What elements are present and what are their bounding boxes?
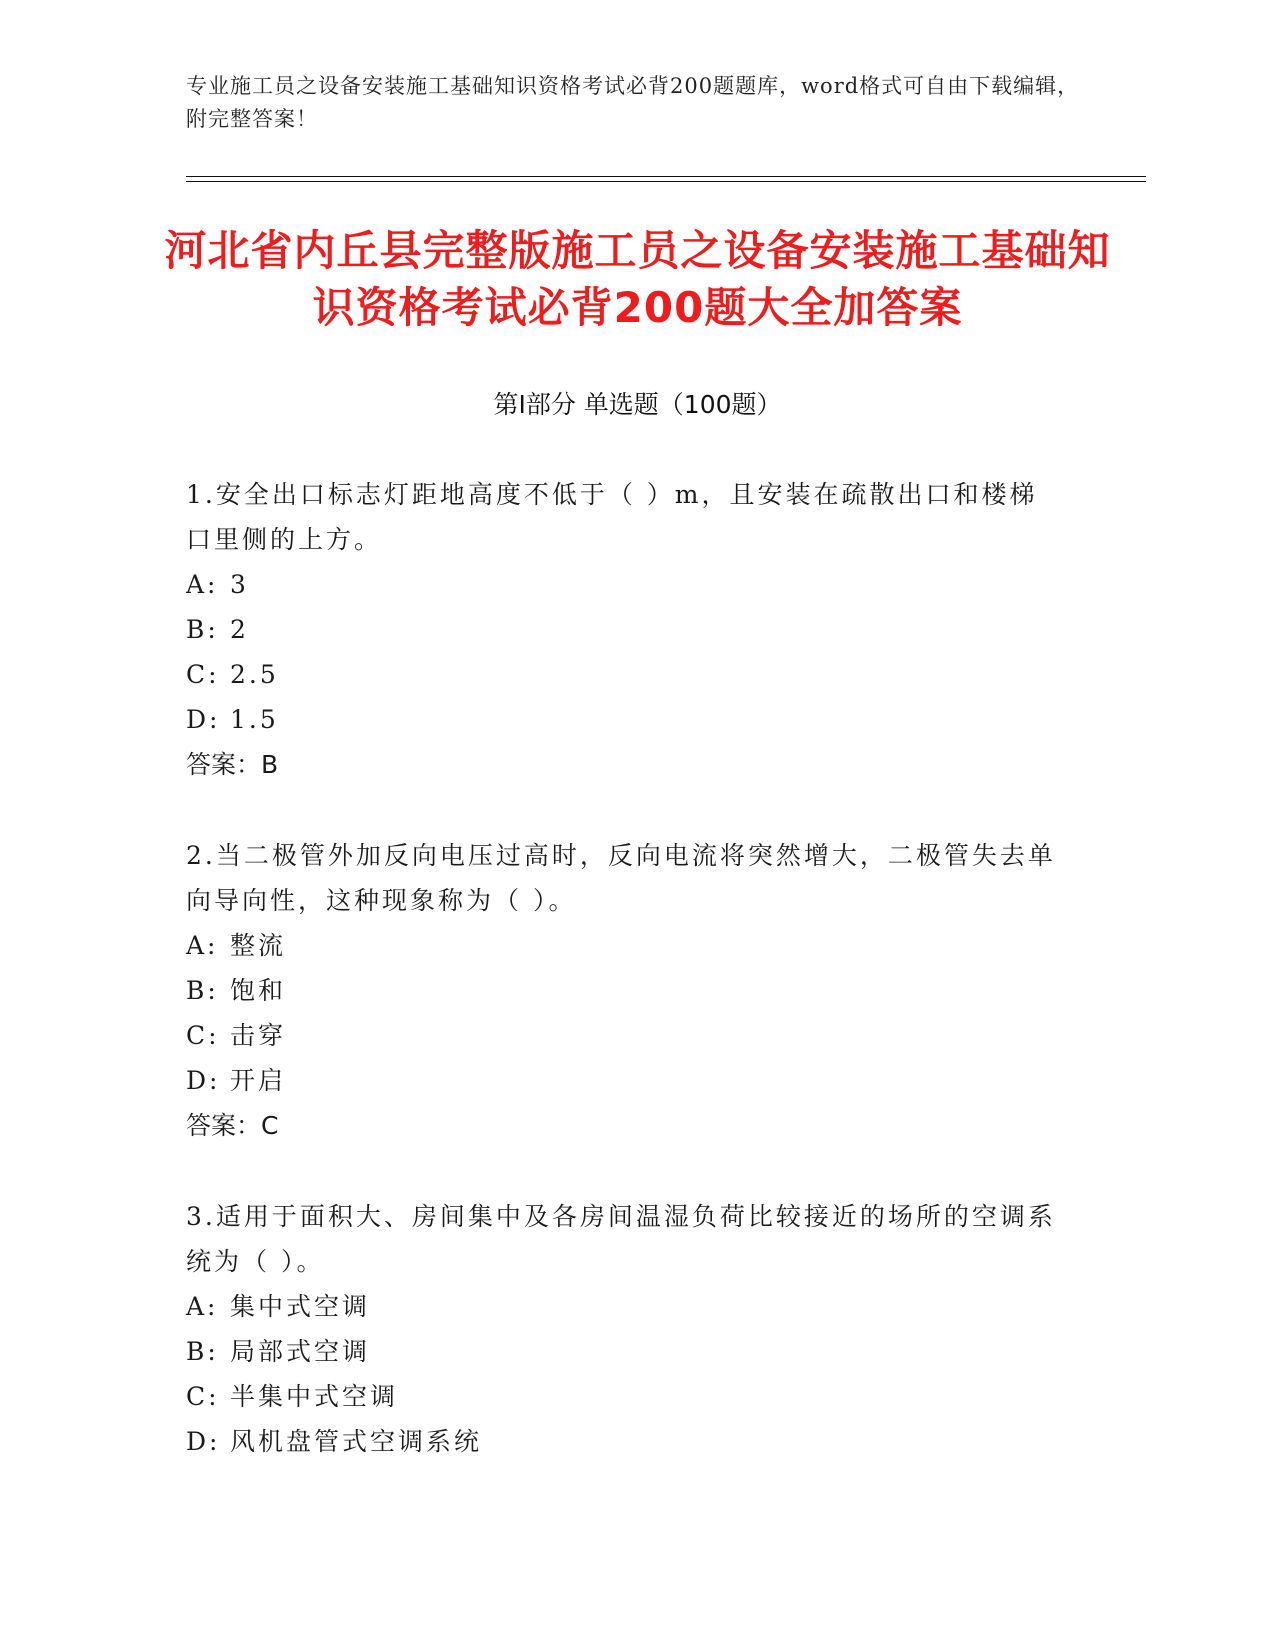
option-a	[186, 923, 1056, 968]
option-text: 2	[230, 615, 249, 644]
option-label: B:	[186, 1337, 219, 1366]
header-divider-bottom	[186, 181, 1146, 182]
option-label: B:	[186, 976, 219, 1005]
option-c	[186, 652, 1056, 697]
option-text: 风机盘管式空调系统	[230, 1427, 483, 1456]
option-text: 开启	[230, 1066, 287, 1095]
question-2	[186, 833, 1056, 1148]
question-list	[186, 472, 1056, 1510]
option-label: C:	[186, 1382, 220, 1411]
option-text: 1.5	[230, 705, 279, 734]
option-c	[186, 1374, 1056, 1419]
option-label: D:	[186, 1066, 221, 1095]
option-text: 饱和	[230, 976, 287, 1005]
option-b	[186, 1329, 1056, 1374]
question-text: 3.适用于面积大、房间集中及各房间温湿负荷比较接近的场所的空调系统为（ ）。	[186, 1202, 1056, 1276]
option-c	[186, 1013, 1056, 1058]
header-note: 专业施工员之设备安装施工基础知识资格考试必背200题题库，word格式可自由下载编辑，附完整答案！	[186, 74, 1080, 131]
option-text: 整流	[230, 931, 287, 960]
option-text: 集中式空调	[230, 1292, 371, 1321]
option-text: 3	[230, 570, 249, 599]
option-label: A:	[186, 931, 219, 960]
answer: 答案：C	[186, 1111, 279, 1140]
option-label: D:	[186, 705, 221, 734]
option-b	[186, 607, 1056, 652]
section-title: 第Ⅰ部分 单选题（100题）	[493, 390, 782, 419]
question-text: 2.当二极管外加反向电压过高时，反向电流将突然增大，二极管失去单向导向性，这种现象称为（ ）。	[186, 841, 1056, 915]
option-text: 半集中式空调	[230, 1382, 399, 1411]
option-a	[186, 562, 1056, 607]
option-text: 击穿	[230, 1021, 287, 1050]
question-text: 1.安全出口标志灯距地高度不低于（ ）m，且安装在疏散出口和楼梯口里侧的上方。	[186, 480, 1038, 554]
option-label: A:	[186, 1292, 219, 1321]
option-text: 2.5	[230, 660, 279, 689]
page-title: 河北省内丘县完整版施工员之设备安装施工基础知识资格考试必背200题大全加答案	[164, 226, 1111, 332]
question-1	[186, 472, 1056, 787]
header-divider-top	[186, 176, 1146, 177]
option-d	[186, 1058, 1056, 1103]
option-a	[186, 1284, 1056, 1329]
option-label: C:	[186, 1021, 220, 1050]
option-label: B:	[186, 615, 219, 644]
option-text: 局部式空调	[230, 1337, 371, 1366]
option-label: C:	[186, 660, 220, 689]
answer: 答案：B	[186, 750, 279, 779]
option-label: A:	[186, 570, 219, 599]
option-d	[186, 697, 1056, 742]
option-label: D:	[186, 1427, 221, 1456]
question-3	[186, 1194, 1056, 1464]
option-d	[186, 1419, 1056, 1464]
option-b	[186, 968, 1056, 1013]
